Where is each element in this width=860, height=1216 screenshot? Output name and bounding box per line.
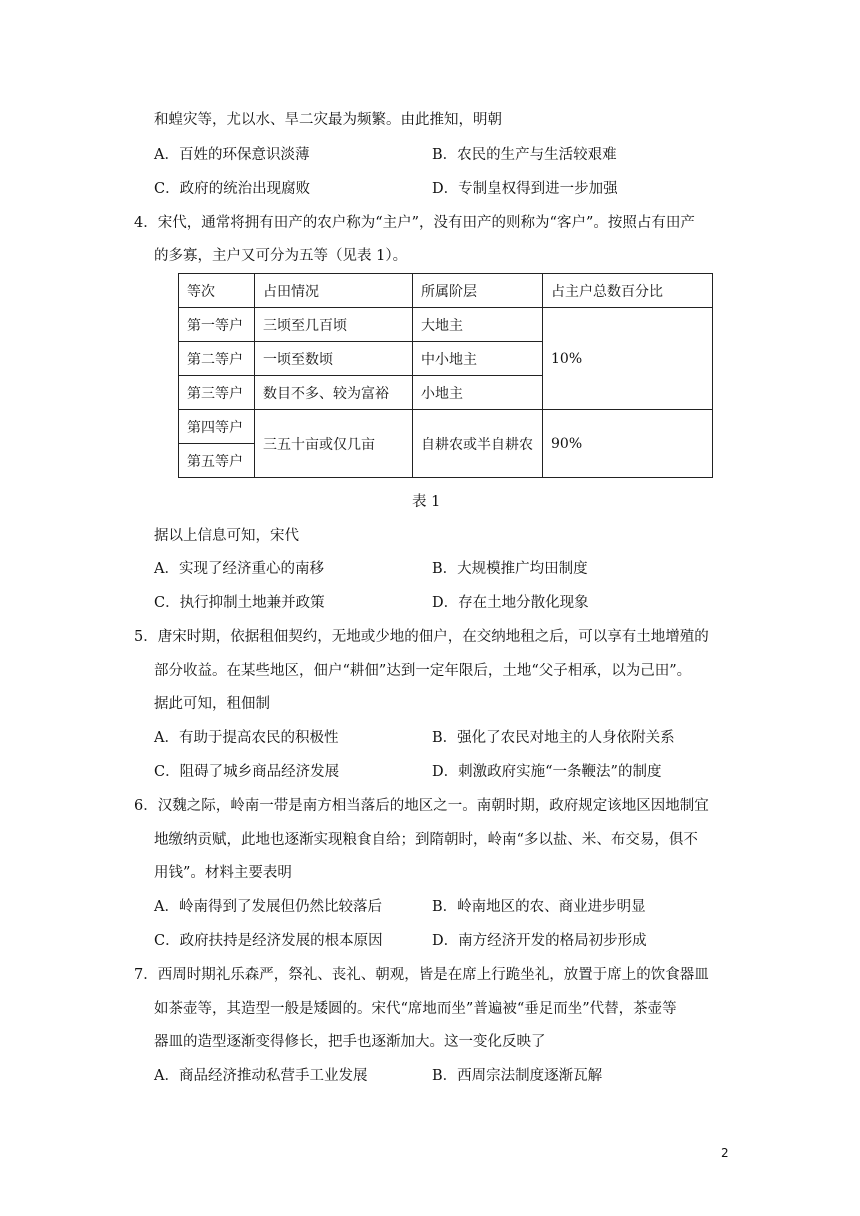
table-cell: 大地主 [413, 308, 543, 342]
q3-option-d: D．专制皇权得到进一步加强 [432, 181, 618, 197]
q6-option-a: A．岭南得到了发展但仍然比较落后 [154, 899, 382, 915]
q6-option-b: B．岭南地区的农、商业进步明显 [432, 899, 646, 915]
q7-option-a: A．商品经济推动私营手工业发展 [154, 1068, 368, 1084]
q6-stem-line2: 地缴纳贡赋，此地也逐渐实现粮食自给；到隋朝时，岭南“多以盐、米、布交易，俱不 [154, 832, 698, 848]
household-table [178, 273, 713, 478]
q6-option-c: C．政府扶持是经济发展的根本原因 [154, 933, 383, 949]
q5-stem-line3: 据此可知，租佃制 [154, 696, 270, 712]
q5-option-c: C．阻碍了城乡商品经济发展 [154, 764, 340, 780]
q7-stem-line1: 7．西周时期礼乐森严，祭礼、丧礼、朝观，皆是在席上行跪坐礼，放置于席上的饮食器皿 [134, 967, 709, 983]
q5-option-a: A．有助于提高农民的积极性 [154, 730, 339, 746]
table-cell: 第四等户 [179, 410, 255, 444]
table-header-cell: 占主户总数百分比 [543, 274, 713, 308]
table-header-cell: 所属阶层 [413, 274, 543, 308]
q3-stem-tail: 和蝗灾等，尤以水、旱二灾最为频繁。由此推知，明朝 [154, 112, 502, 128]
table-row [179, 308, 713, 342]
table-cell: 数目不多、较为富裕 [255, 376, 413, 410]
q4-stem-line1: 4．宋代，通常将拥有田产的农户称为“主户”，没有田产的则称为“客户”。按照占有田产 [134, 215, 695, 231]
q7-stem-line2: 如茶壶等，其造型一般是矮圆的。宋代“席地而坐”普遍被“垂足而坐”代替，茶壶等 [154, 1001, 677, 1017]
q6-stem-line3: 用钱”。材料主要表明 [154, 865, 292, 881]
q5-stem-line2: 部分收益。在某些地区，佃户“耕佃”达到一定年限后，土地“父子相承，以为己田”。 [154, 663, 692, 679]
table-cell-land-lower: 三五十亩或仅几亩 [255, 410, 413, 478]
q3-option-b: B．农民的生产与生活较艰难 [432, 147, 617, 163]
page-number: 2 [721, 1146, 729, 1160]
q4-option-b: B．大规模推广均田制度 [432, 561, 588, 577]
q6-option-d: D．南方经济开发的格局初步形成 [432, 933, 647, 949]
q4-question: 据以上信息可知，宋代 [154, 528, 299, 544]
table-cell: 第一等户 [179, 308, 255, 342]
q3-option-a: A．百姓的环保意识淡薄 [154, 147, 310, 163]
table-header-row [179, 274, 713, 308]
table-cell: 小地主 [413, 376, 543, 410]
q3-option-c: C．政府的统治出现腐败 [154, 181, 311, 197]
table-cell-pct-upper: 10% [543, 308, 713, 410]
table-cell: 第五等户 [179, 444, 255, 478]
q7-stem-line3: 器皿的造型逐渐变得修长，把手也逐渐加大。这一变化反映了 [154, 1034, 546, 1050]
table-cell: 第二等户 [179, 342, 255, 376]
table-cell-class-lower: 自耕农或半自耕农 [413, 410, 543, 478]
table-cell-pct-lower: 90% [543, 410, 713, 478]
q4-stem-line2: 的多寡，主户又可分为五等（见表 1）。 [154, 248, 408, 264]
table-row [179, 410, 713, 444]
q6-stem-line1: 6．汉魏之际，岭南一带是南方相当落后的地区之一。南朝时期，政府规定该地区因地制宜 [134, 798, 709, 814]
table-cell: 第三等户 [179, 376, 255, 410]
table-header-cell: 等次 [179, 274, 255, 308]
q4-option-c: C．执行抑制土地兼并政策 [154, 595, 325, 611]
q5-option-b: B．强化了农民对地主的人身依附关系 [432, 730, 675, 746]
table-caption: 表 1 [412, 494, 441, 510]
q5-option-d: D．刺激政府实施“一条鞭法”的制度 [432, 764, 662, 780]
table-cell: 中小地主 [413, 342, 543, 376]
q4-option-a: A．实现了经济重心的南移 [154, 561, 324, 577]
q7-option-b: B．西周宗法制度逐渐瓦解 [432, 1068, 603, 1084]
table-header-cell: 占田情况 [255, 274, 413, 308]
q4-option-d: D．存在土地分散化现象 [432, 595, 589, 611]
q5-stem-line1: 5．唐宋时期，依据租佃契约，无地或少地的佃户，在交纳地租之后，可以享有土地增殖的 [134, 629, 709, 645]
table-cell: 一顷至数顷 [255, 342, 413, 376]
table-cell: 三顷至几百顷 [255, 308, 413, 342]
